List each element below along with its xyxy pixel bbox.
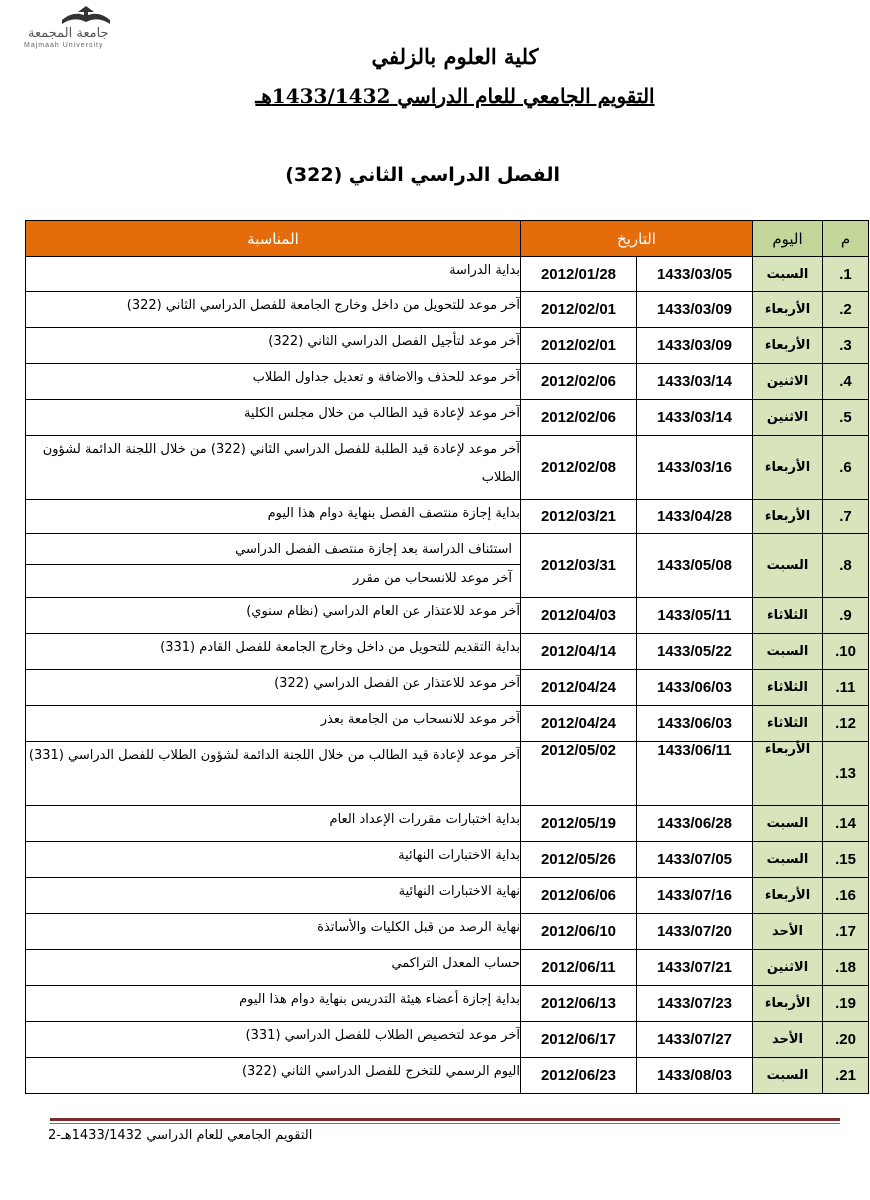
row-gregorian-date: 2012/06/23: [521, 1058, 637, 1094]
row-hijri-date: 1433/03/05: [637, 257, 753, 292]
table-row: [26, 742, 869, 806]
row-occasion: [26, 500, 521, 534]
row-day: السبت: [753, 1058, 823, 1094]
row-number: 16.: [823, 878, 869, 914]
row-day: الأربعاء: [753, 986, 823, 1022]
row-number: 6.: [823, 436, 869, 500]
row-hijri-date: 1433/03/09: [637, 292, 753, 328]
college-title: كلية العلوم بالزلفي: [371, 44, 539, 69]
table-row: [26, 257, 869, 292]
row-hijri-date: 1433/04/28: [637, 500, 753, 534]
row-gregorian-date: 2012/04/24: [521, 706, 637, 742]
table-body: [26, 257, 869, 1094]
row-gregorian-date: 2012/06/13: [521, 986, 637, 1022]
row-number: 13.: [823, 742, 869, 806]
row-occasion-text: آخر موعد لتأجيل الفصل الدراسي الثاني (322): [268, 334, 520, 349]
row-occasion-text: آخر موعد لإعادة قيد الطالب من خلال مجلس الكلية: [243, 406, 520, 421]
row-occasion: [26, 400, 521, 436]
header-number: م: [823, 221, 869, 257]
row-occasion: [26, 706, 521, 742]
row-occasion-text: بداية التقديم للتحويل من داخل وخارج الجامعة للفصل القادم (331): [160, 640, 520, 655]
row-hijri-date: 1433/03/09: [637, 328, 753, 364]
row-number: 1.: [823, 257, 869, 292]
row-gregorian-date: 2012/02/01: [521, 292, 637, 328]
row-day: الأربعاء: [753, 328, 823, 364]
row-occasion: [26, 842, 521, 878]
table-row: [26, 914, 869, 950]
row-day: الاثنين: [753, 950, 823, 986]
row-occasion-text: نهاية الاختبارات النهائية: [398, 884, 520, 899]
row-day: الأربعاء: [753, 742, 823, 806]
row-gregorian-date: 2012/02/06: [521, 364, 637, 400]
row-occasion-text: آخر موعد للاعتذار عن العام الدراسي (نظام سنوي): [246, 604, 520, 619]
table-row: [26, 598, 869, 634]
footer-text: التقويم الجامعي للعام الدراسي 1433/1432هـ-2: [48, 1128, 313, 1143]
row-day: الثلاثاء: [753, 670, 823, 706]
row-day: الأحد: [753, 1022, 823, 1058]
row-number: 12.: [823, 706, 869, 742]
row-number: 8.: [823, 534, 869, 598]
row-occasion-text: آخر موعد لإعادة قيد الطلبة للفصل الدراسي الثاني (322) من خلال اللجنة الدائمة لشؤون الطلاب: [42, 442, 520, 485]
table-row: [26, 534, 869, 598]
row-occasion: [26, 598, 521, 634]
calendar-table: [25, 220, 869, 1094]
table-row: [26, 1058, 869, 1094]
row-number: 20.: [823, 1022, 869, 1058]
row-day: السبت: [753, 634, 823, 670]
row-occasion-text: بداية إجازة منتصف الفصل بنهاية دوام هذا اليوم: [267, 506, 520, 521]
row-occasion: [26, 364, 521, 400]
row-number: 10.: [823, 634, 869, 670]
table-row: [26, 986, 869, 1022]
row-occasion: [26, 534, 521, 598]
table-row: [26, 500, 869, 534]
row-occasion-text: آخر موعد لتخصيص الطلاب للفصل الدراسي (331): [245, 1028, 520, 1043]
table-header-row: [26, 221, 869, 257]
row-day: الاثنين: [753, 400, 823, 436]
table-row: [26, 436, 869, 500]
row-gregorian-date: 2012/02/08: [521, 436, 637, 500]
row-day: الأربعاء: [753, 878, 823, 914]
table-row: [26, 670, 869, 706]
header-occasion: المناسبة: [26, 221, 521, 257]
row-number: 9.: [823, 598, 869, 634]
row-hijri-date: 1433/03/16: [637, 436, 753, 500]
row-day: الثلاثاء: [753, 598, 823, 634]
row-occasion-text: بداية الاختبارات النهائية: [398, 848, 520, 863]
row-number: 3.: [823, 328, 869, 364]
table-row: [26, 950, 869, 986]
row-occasion: [26, 986, 521, 1022]
row-day: السبت: [753, 257, 823, 292]
row-occasion-text: بداية اختبارات مقررات الإعداد العام: [329, 812, 520, 827]
row-hijri-date: 1433/03/14: [637, 400, 753, 436]
table-row: [26, 806, 869, 842]
row-hijri-date: 1433/07/21: [637, 950, 753, 986]
row-number: 14.: [823, 806, 869, 842]
table-row: [26, 292, 869, 328]
row-hijri-date: 1433/08/03: [637, 1058, 753, 1094]
row-occasion-text: اليوم الرسمي للتخرج للفصل الدراسي الثاني (322): [241, 1064, 520, 1079]
row-occasion-text-2: آخر موعد للانسحاب من مقرر: [26, 564, 520, 593]
row-day: الأربعاء: [753, 436, 823, 500]
row-hijri-date: 1433/06/03: [637, 670, 753, 706]
row-gregorian-date: 2012/02/06: [521, 400, 637, 436]
row-occasion: [26, 670, 521, 706]
row-hijri-date: 1433/05/08: [637, 534, 753, 598]
row-number: 17.: [823, 914, 869, 950]
row-hijri-date: 1433/06/03: [637, 706, 753, 742]
header-day: اليوم: [753, 221, 823, 257]
row-hijri-date: 1433/05/22: [637, 634, 753, 670]
row-gregorian-date: 2012/01/28: [521, 257, 637, 292]
row-gregorian-date: 2012/06/10: [521, 914, 637, 950]
row-occasion-text: بداية إجازة أعضاء هيئة التدريس بنهاية دوام هذا اليوم: [239, 992, 520, 1007]
row-number: 19.: [823, 986, 869, 1022]
row-hijri-date: 1433/07/16: [637, 878, 753, 914]
row-occasion-text: آخر موعد للحذف والاضافة و تعديل جداول الطلاب: [252, 370, 520, 385]
row-day: الأحد: [753, 914, 823, 950]
row-gregorian-date: 2012/06/11: [521, 950, 637, 986]
row-day: الثلاثاء: [753, 706, 823, 742]
row-occasion: [26, 292, 521, 328]
row-day: السبت: [753, 806, 823, 842]
row-gregorian-date: 2012/03/31: [521, 534, 637, 598]
row-occasion-text: نهاية الرصد من قبل الكليات والأساتذة: [317, 920, 520, 935]
row-occasion: [26, 436, 521, 500]
row-hijri-date: 1433/05/11: [637, 598, 753, 634]
row-hijri-date: 1433/07/27: [637, 1022, 753, 1058]
table-row: [26, 706, 869, 742]
table-row: [26, 400, 869, 436]
row-hijri-date: 1433/07/23: [637, 986, 753, 1022]
row-number: 4.: [823, 364, 869, 400]
table-row: [26, 1022, 869, 1058]
table-row: [26, 878, 869, 914]
row-number: 2.: [823, 292, 869, 328]
row-gregorian-date: 2012/03/21: [521, 500, 637, 534]
row-occasion-text: آخر موعد للانسحاب من الجامعة بعذر: [320, 712, 520, 727]
row-number: 15.: [823, 842, 869, 878]
row-occasion: [26, 914, 521, 950]
row-number: 11.: [823, 670, 869, 706]
row-gregorian-date: 2012/06/17: [521, 1022, 637, 1058]
row-occasion: [26, 634, 521, 670]
row-occasion-text: بداية الدراسة: [449, 263, 520, 278]
row-number: 18.: [823, 950, 869, 986]
table-row: [26, 328, 869, 364]
row-gregorian-date: 2012/04/03: [521, 598, 637, 634]
row-gregorian-date: 2012/05/02: [521, 742, 637, 806]
table-row: [26, 634, 869, 670]
row-gregorian-date: 2012/04/14: [521, 634, 637, 670]
row-hijri-date: 1433/07/20: [637, 914, 753, 950]
row-occasion: [26, 257, 521, 292]
row-occasion-text: آخر موعد لإعادة قيد الطالب من خلال اللجنة الدائمة لشؤون الطلاب للفصل الدراسي (331): [28, 748, 520, 763]
row-hijri-date: 1433/06/11: [637, 742, 753, 806]
row-hijri-date: 1433/06/28: [637, 806, 753, 842]
row-occasion-text: حساب المعدل التراكمي: [391, 956, 520, 971]
row-occasion-text: آخر موعد للتحويل من داخل وخارج الجامعة للفصل الدراسي الثاني (322): [126, 298, 520, 313]
row-hijri-date: 1433/07/05: [637, 842, 753, 878]
row-number: 21.: [823, 1058, 869, 1094]
row-occasion: [26, 328, 521, 364]
row-gregorian-date: 2012/02/01: [521, 328, 637, 364]
row-gregorian-date: 2012/04/24: [521, 670, 637, 706]
row-occasion: [26, 806, 521, 842]
semester-title: الفصل الدراسي الثاني (322): [285, 164, 560, 186]
table-row: [26, 364, 869, 400]
row-occasion: [26, 742, 521, 806]
header-date: التاريخ: [521, 221, 753, 257]
footer-divider: [50, 1118, 840, 1121]
logo-arabic-text: جامعة المجمعة: [28, 26, 109, 41]
row-day: الأربعاء: [753, 500, 823, 534]
footer-divider-thin: [50, 1123, 840, 1124]
row-number: 7.: [823, 500, 869, 534]
row-gregorian-date: 2012/06/06: [521, 878, 637, 914]
row-day: السبت: [753, 534, 823, 598]
row-occasion: [26, 950, 521, 986]
row-day: الاثنين: [753, 364, 823, 400]
table-row: [26, 842, 869, 878]
row-occasion-text: استئناف الدراسة بعد إجازة منتصف الفصل الدراسي: [235, 542, 512, 557]
row-gregorian-date: 2012/05/26: [521, 842, 637, 878]
row-occasion-text: آخر موعد للاعتذار عن الفصل الدراسي (322): [274, 676, 520, 691]
logo-english-text: Majmaah University: [24, 42, 104, 49]
row-day: الأربعاء: [753, 292, 823, 328]
row-hijri-date: 1433/03/14: [637, 364, 753, 400]
calendar-title: التقويم الجامعي للعام الدراسي 1433/1432هـ: [255, 84, 655, 108]
row-number: 5.: [823, 400, 869, 436]
row-occasion: [26, 1022, 521, 1058]
row-gregorian-date: 2012/05/19: [521, 806, 637, 842]
row-occasion: [26, 878, 521, 914]
row-day: السبت: [753, 842, 823, 878]
row-occasion: [26, 1058, 521, 1094]
